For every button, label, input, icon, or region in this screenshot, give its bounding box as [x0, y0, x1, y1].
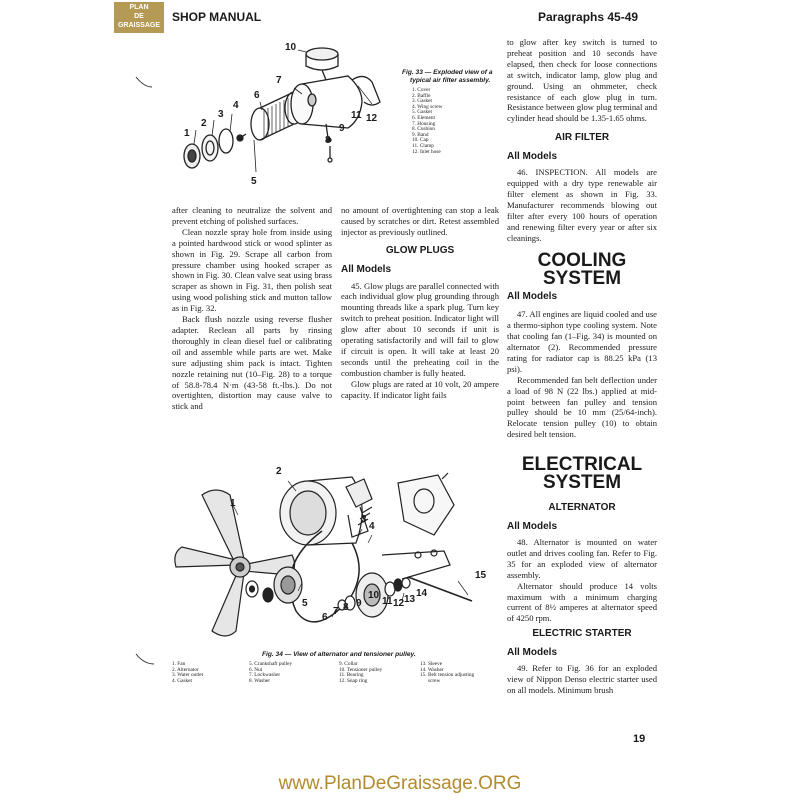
legend-item: 4. Wing screw	[412, 103, 443, 110]
legend-item: 2. Alternator	[172, 666, 199, 673]
paragraph: Alternator should produce 14 volts maximum with a minimum charging current of 8½ amperes at alternator speed of 4250 rpm.	[507, 580, 657, 624]
site-logo	[114, 2, 164, 33]
subsection-heading: All Models	[341, 263, 392, 275]
chapter-heading	[507, 252, 657, 288]
caption-line: Fig. 33 — Exploded view of a	[402, 69, 493, 76]
legend-item: 6. Nut	[249, 666, 263, 673]
legend-item: 10. Tensioner pulley	[339, 666, 383, 673]
paragraph: 46. INSPECTION. All models are equipped with a dry type renewable air filter element as shown in Fig. 33. Manufacturer recommends blowing out filter after every 100 hours of operation and renewing filter every year or after six cleanings.	[507, 167, 657, 243]
fig33-callout: 11	[351, 110, 362, 121]
heading-line: SYSTEM	[542, 472, 622, 494]
section-heading: AIR FILTER	[554, 132, 610, 144]
legend-item: 7. Lockwasher	[249, 672, 281, 679]
fig34-alternator-drawing	[172, 455, 502, 650]
paragraph: no amount of overtightening can stop a leak caused by scratches or dirt. Retest assembled injector as previously outlined.	[341, 205, 499, 237]
fig34-callout: 11	[382, 596, 393, 607]
fig34-legend-col	[420, 662, 474, 684]
legend-item: 4. Gasket	[172, 677, 193, 684]
fig34-legend-col	[339, 662, 382, 684]
heading-line: COOLING	[537, 250, 627, 272]
legend-item: 5. Gasket	[412, 109, 433, 116]
fig33-callout: 3	[218, 109, 224, 120]
legend-item: 11. Clamp	[412, 142, 434, 149]
fig34-callout: 13	[404, 594, 416, 605]
heading-line: ELECTRICAL	[521, 454, 643, 476]
paragraph: Glow plugs are rated at 10 volt, 20 ampere capacity. If indicator light fails	[341, 378, 499, 400]
fig33-air-filter-drawing	[176, 36, 396, 196]
fig33-callout: 1	[184, 128, 190, 139]
logo-line: DE	[134, 13, 144, 20]
fig33-callout: 4	[233, 100, 239, 111]
fig33-callout: 7	[276, 75, 282, 86]
margin-mark	[134, 75, 154, 95]
section-heading: ALTERNATOR	[548, 502, 616, 514]
fig34-callout: 15	[475, 570, 487, 581]
logo-line: PLAN	[129, 4, 149, 11]
legend-item: 13. Sleeve	[420, 661, 443, 667]
legend-item: 15. Belt tension adjusting	[420, 672, 475, 679]
subsection-heading: All Models	[507, 291, 558, 303]
legend-item: 5. Crankshaft pulley	[249, 661, 293, 667]
chapter-heading	[507, 456, 657, 492]
fig34-callout: 12	[393, 598, 405, 609]
fig34-callout: 4	[369, 521, 375, 532]
column-3	[507, 37, 657, 696]
legend-item: 12. Inlet hose	[412, 148, 441, 155]
legend-item: 8. Cushion	[412, 126, 435, 133]
fig34-callout: 2	[276, 466, 282, 477]
legend-item: 6. Element	[412, 114, 435, 121]
fig34-callout: 3	[361, 514, 367, 525]
paragraph: 49. Refer to Fig. 36 for an exploded view of Nippon Denso electric starter used on all models. Minimum brush	[507, 663, 657, 695]
paragraph: 48. Alternator is mounted on water outlet and drives cooling fan. Refer to Fig. 35 for an exploded view of alternator assembly.	[507, 537, 657, 580]
subsection-heading: All Models	[507, 521, 558, 533]
fig33-callout: 10	[285, 42, 297, 53]
fig34-callout: 10	[368, 590, 380, 601]
fig33-callout: 12	[366, 113, 378, 124]
legend-item: 3. Water outlet	[172, 672, 204, 679]
fig33-callout: 5	[251, 176, 257, 187]
page-number: 19	[633, 733, 646, 745]
watermark-link[interactable]: www.PlanDeGraissage.ORG	[278, 773, 522, 794]
fig34-callout: 14	[416, 588, 428, 599]
heading-line: SYSTEM	[542, 268, 622, 290]
fig34-legend-col	[172, 662, 203, 684]
column-1	[172, 205, 332, 412]
fig33-caption	[402, 69, 493, 84]
running-head-right: Paragraphs 45-49	[538, 10, 639, 24]
fig33-callout: 8	[325, 135, 331, 146]
fig33-callout: 2	[201, 118, 207, 129]
legend-item: 7. Housing	[412, 120, 436, 127]
margin-mark	[134, 652, 156, 672]
fig34-legend-col	[249, 662, 292, 684]
paragraph: Back flush nozzle using reverse flusher adapter. Reclean all parts by rinsing thoroughly in clean diesel fuel or calibrating oil and assemble while parts are wet. Make sure adjusting shim pack is intact. Tighten nozzle retaining nut (10–Fig. 28) to a torque of 58.8-78.4 N·m (43-58 ft.-lbs.). Do not overtighten, distortion may cause valve to stick and	[172, 314, 332, 412]
legend-item: 3. Gasket	[412, 98, 433, 105]
caption-line: typical air filter assembly.	[410, 76, 491, 84]
legend-item: 2. Baffle	[412, 92, 431, 99]
paragraph: Recommended fan belt deflection under a load of 98 N (22 lbs.) applied at mid-point between fan pulley and tension pulley should be 10 mm (25/64-inch). Relocate tension pulley (10) to obtain desired belt tension.	[507, 374, 657, 440]
legend-item: 11. Bearing	[339, 672, 364, 679]
fig34-callout: 9	[356, 598, 362, 609]
paragraph: after cleaning to neutralize the solvent and prevent etching of polished surfaces.	[172, 205, 332, 226]
legend-item: 1. Cover	[412, 87, 431, 93]
fig34-callout: 1	[230, 498, 236, 509]
subsection-heading: All Models	[507, 151, 558, 163]
fig34-callout: 5	[302, 598, 308, 609]
fig34-callout: 6	[322, 612, 328, 623]
paragraph: to glow after key switch is turned to preheat position and 10 seconds have elapsed, then check for loose connections at switch, indicator lamp, glow plug and ground. Using an ohmmeter, check resistance of each glow plug in turn. Resistance between glow plug terminal and cylinder head should be 1.35-1.65 ohms.	[507, 37, 657, 124]
fig34-callout: 8	[343, 602, 349, 613]
subsection-heading: All Models	[507, 647, 558, 659]
legend-item: 12. Snap ring	[339, 677, 368, 684]
legend-item: 9. Band	[412, 131, 429, 138]
legend-item: 1. Fan	[172, 661, 186, 667]
fig33-legend	[412, 88, 442, 155]
paragraph: Clean nozzle spray hole from inside using a pointed hardwood stick or wood splinter as shown in Fig. 29. Scrape all carbon from pressure chamber using hooked scraper as shown in Fig. 30. Clean valve seat using brass scraper as shown in Fig. 31, then polish seat using wood polishing stick and mutton tallow as in Fig. 32.	[172, 226, 332, 314]
fig34-callout: 7	[333, 606, 339, 617]
fig34-caption: Fig. 34 — View of alternator and tensioner pulley.	[262, 651, 416, 658]
legend-item: 9. Collar	[339, 661, 358, 667]
legend-item: 14. Washer	[420, 666, 444, 673]
paragraph: 45. Glow plugs are parallel connected with each individual glow plug grounding through mounting threads like a spark plug. Turn key switch to preheat position. Indicator light will glow after about 10 seconds if unit is operating satisfactorily and will fail to glow if circuit is open. It will take at least 20 seconds until the preheating coil in the combustion chamber is fully heated.	[341, 280, 499, 378]
legend-item: 8. Washer	[249, 677, 270, 684]
section-heading: GLOW PLUGS	[385, 244, 455, 256]
running-head-left: SHOP MANUAL	[172, 10, 262, 24]
fig33-callout: 9	[339, 123, 345, 134]
logo-line: GRAISSAGE	[117, 22, 160, 29]
section-heading: ELECTRIC STARTER	[532, 628, 632, 640]
fig33-callout: 6	[254, 90, 260, 101]
column-2	[341, 205, 499, 401]
paragraph: 47. All engines are liquid cooled and use a thermo-siphon type cooling system. Note that cooling fan (1–Fig. 34) is mounted on alternator (2). Recommended pressure rating for radiator cap is 88.25 kPa (13 psi).	[507, 309, 657, 374]
legend-item: screw	[428, 677, 441, 684]
legend-item: 10. Cap	[412, 137, 429, 144]
